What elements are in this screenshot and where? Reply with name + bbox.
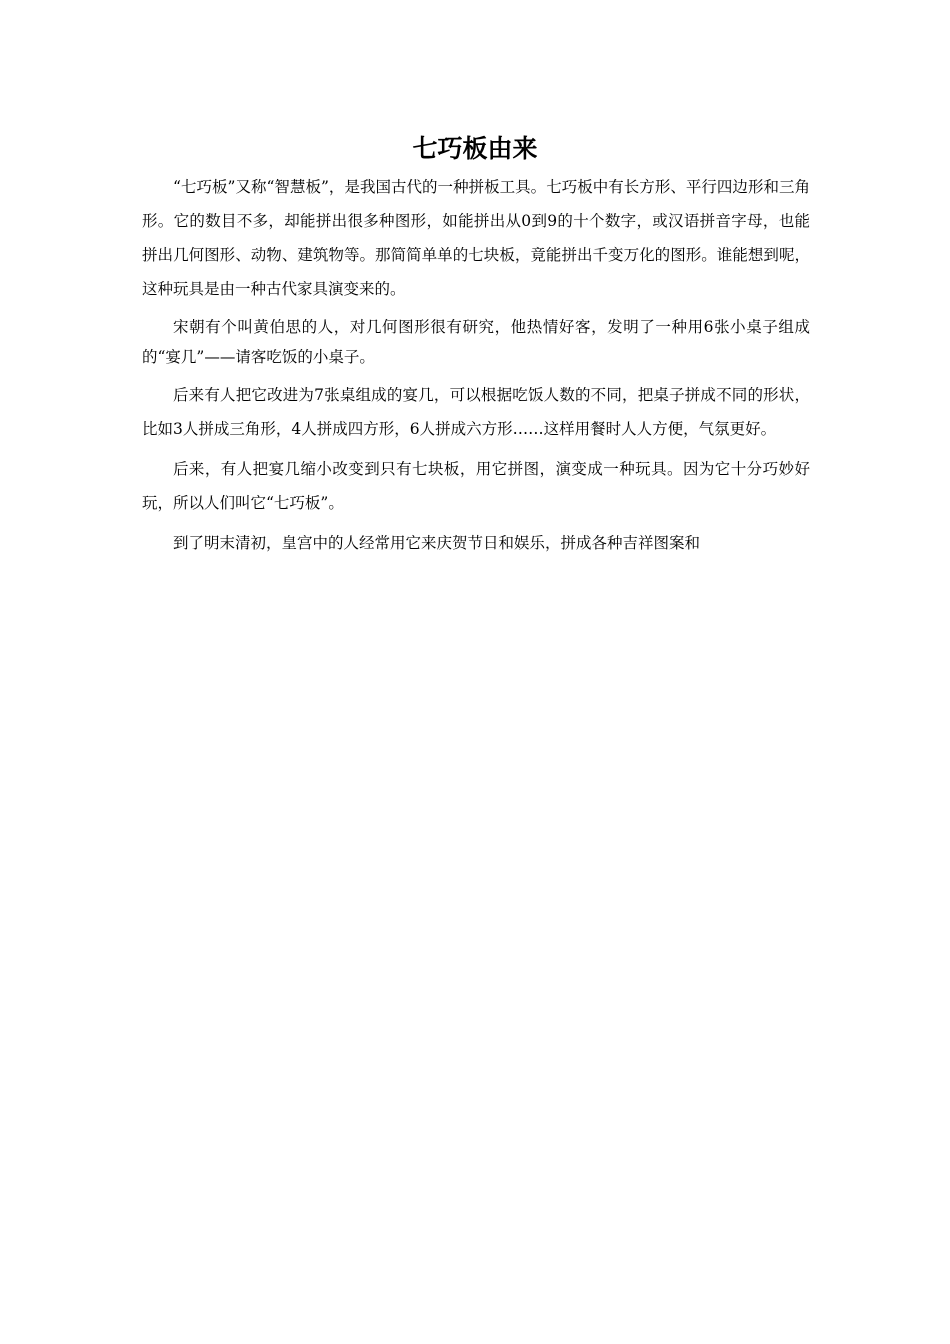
document-body [142,170,810,566]
paragraph-2: 宋朝有个叫黄伯思的人，对几何图形很有研究，他热情好客，发明了一种用6张小桌子组成的“宴几”——请客吃饭的小桌子。 [142,318,810,366]
paragraph-1: “七巧板”又称“智慧板”，是我国古代的一种拼板工具。七巧板中有长方形、平行四边形和三角形。它的数目不多，却能拼出很多种图形，如能拼出从0到9的十个数字，或汉语拼音字母，也能拼出几何图形、动物、建筑物等。那简简单单的七块板，竟能拼出千变万化的图形。谁能想到呢，这种玩具是由一种古代家具演变来的。 [142,178,810,298]
paragraph-4: 后来，有人把宴几缩小改变到只有七块板，用它拼图，演变成一种玩具。因为它十分巧妙好玩，所以人们叫它“七巧板”。 [142,460,810,512]
document-title: 七巧板由来 [412,134,538,163]
paragraph-5: 到了明末清初，皇宫中的人经常用它来庆贺节日和娱乐，拼成各种吉祥图案和 [173,534,701,552]
paragraph-3: 后来有人把它改进为7张桌组成的宴几，可以根据吃饭人数的不同，把桌子拼成不同的形状，比如3人拼成三角形，4人拼成四方形，6人拼成六方形……这样用餐时人人方便，气氛更好。 [142,386,810,438]
